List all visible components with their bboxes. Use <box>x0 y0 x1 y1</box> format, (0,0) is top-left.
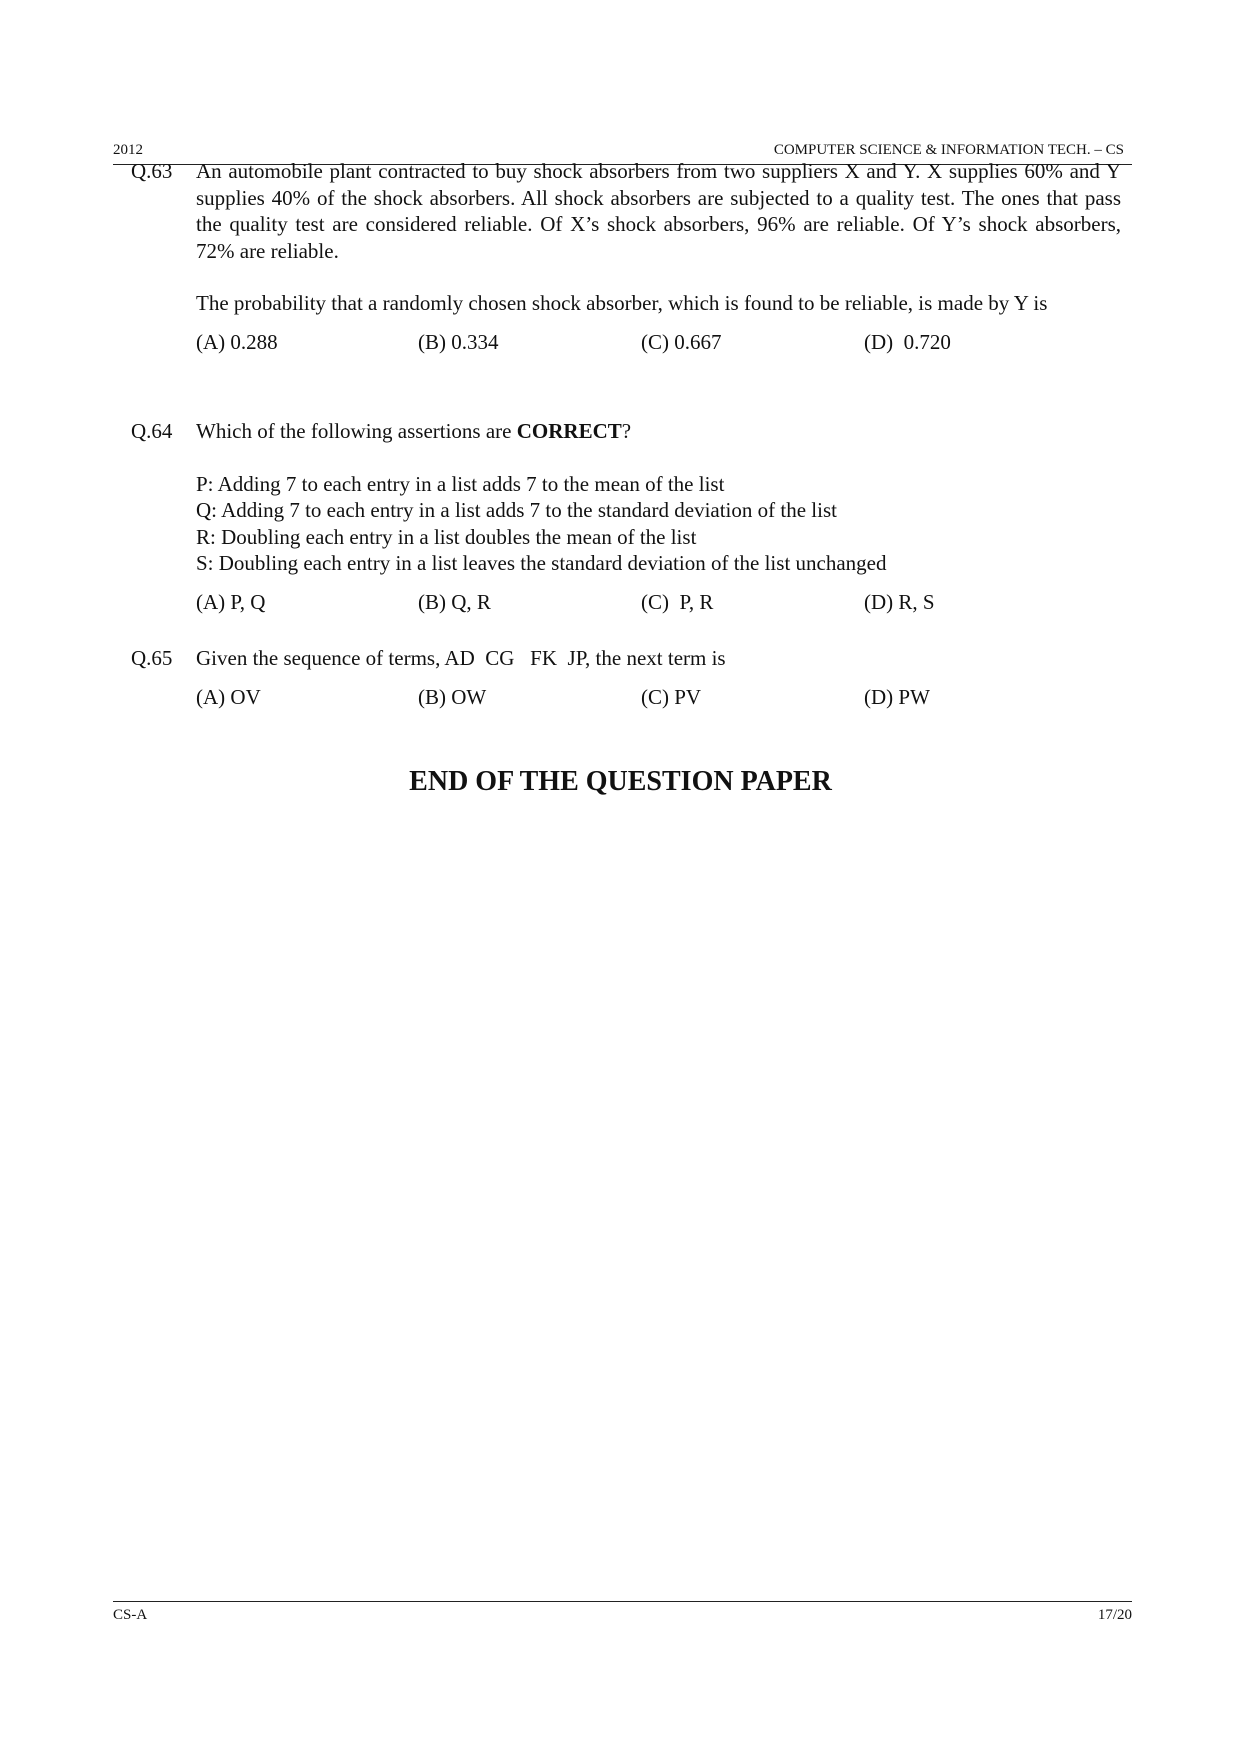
option-b: (B) 0.334 <box>418 329 499 354</box>
option-d: (D) PW <box>864 684 930 709</box>
question-paragraph: The probability that a randomly chosen shock absorber, which is found to be reliable, is made by Y is <box>196 291 1048 315</box>
question-number: Q.63 <box>131 159 173 183</box>
stem-text-end: ? <box>621 419 632 443</box>
option-d: (D) 0.720 <box>864 329 951 354</box>
footer-code: CS-A <box>113 1607 148 1623</box>
question-body <box>196 645 1121 711</box>
question-number: Q.65 <box>131 646 173 670</box>
page-footer <box>113 1601 1132 1626</box>
stem-emphasis: CORRECT <box>516 419 622 443</box>
question-65 <box>131 645 1121 711</box>
assertion-s: S: Doubling each entry in a list leaves the standard deviation of the list unchanged <box>196 551 887 575</box>
question-64 <box>131 418 1121 616</box>
answer-options <box>196 589 1121 616</box>
question-body <box>196 418 1121 616</box>
header-subject: COMPUTER SCIENCE & INFORMATION TECH. – CS <box>773 142 1124 158</box>
option-b: (B) Q, R <box>418 589 491 614</box>
stem-text: Which of the following assertions are <box>196 419 517 443</box>
option-a: (A) P, Q <box>196 589 266 614</box>
end-of-paper-title: END OF THE QUESTION PAPER <box>409 766 832 797</box>
header-year: 2012 <box>113 142 143 158</box>
footer-page-number: 17/20 <box>1097 1607 1132 1623</box>
question-paragraph: An automobile plant contracted to buy shock absorbers from two suppliers X and Y. X supplies 60% and Y supplies 40% of the shock absorbers. All shock absorbers are subjected to a quality test. The ones that pass the quality test are considered reliable. Of X’s shock absorbers, 96% are reliable. Of Y’s shock absorbers, 72% are reliable. <box>196 159 1121 263</box>
option-a: (A) OV <box>196 684 261 709</box>
answer-options <box>196 329 1121 356</box>
assertion-p: P: Adding 7 to each entry in a list adds 7 to the mean of the list <box>196 471 725 496</box>
question-stem: Given the sequence of terms, AD CG FK JP, the next term is <box>196 646 726 670</box>
option-b: (B) OW <box>418 684 487 709</box>
option-c: (C) P, R <box>641 589 714 614</box>
question-number: Q.64 <box>131 419 173 443</box>
assertion-q: Q: Adding 7 to each entry in a list adds 7 to the standard deviation of the list <box>196 498 837 522</box>
question-body <box>196 158 1121 356</box>
option-c: (C) PV <box>641 684 702 709</box>
option-a: (A) 0.288 <box>196 329 278 354</box>
option-d: (D) R, S <box>864 589 935 614</box>
question-stem <box>196 418 1121 445</box>
answer-options <box>196 684 1121 711</box>
question-63 <box>131 158 1121 356</box>
assertion-r: R: Doubling each entry in a list doubles the mean of the list <box>196 524 697 549</box>
option-c: (C) 0.667 <box>641 329 722 354</box>
